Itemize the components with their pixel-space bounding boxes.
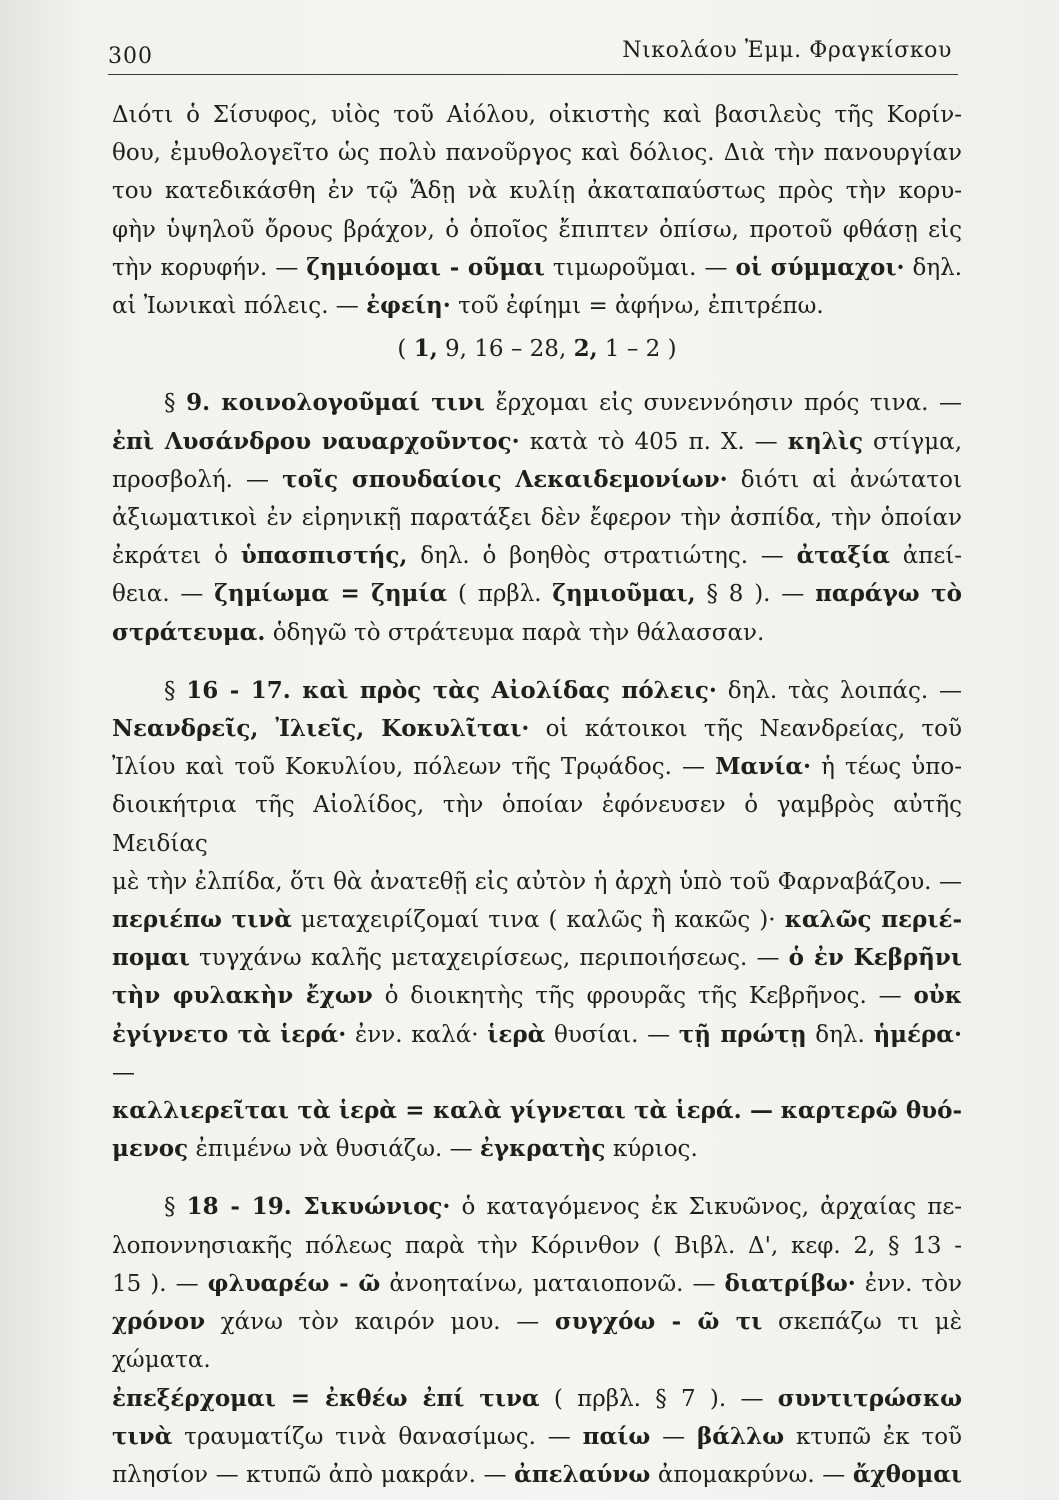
lemma: ἐγκρατὴς [479, 1135, 606, 1163]
lemma: ἡμέρα· [873, 1020, 962, 1048]
text-run: 9, 16 – 28, [445, 336, 567, 363]
text-run: τυγχάνω καλῆς μεταχειρίσεως, περιποιήσεως. — [199, 945, 780, 972]
running-head: Νικολάου Ἐμμ. Φραγκίσκου [622, 38, 952, 63]
lemma: ἐγίγνετο τὰ ἱερά· [112, 1020, 347, 1048]
text-line: μὲ τὴν ἐλπίδα, ὅτι θὰ ἀνατεθῇ εἰς αὐτὸν ἡ ἀρχὴ ὑπὸ τοῦ Φαρναβάζου. — [112, 868, 962, 895]
lemma: καλλιερεῖται τὰ ἱερὰ = καλὰ γίγνεται τὰ ἱερά. — [112, 1097, 773, 1125]
lemma: περιέπω τινὰ [112, 906, 292, 934]
text-run: καλά· [411, 1021, 479, 1048]
text-run: χάνω τὸν καιρόν μου. — [220, 1309, 540, 1336]
text-run: δηλ. ὁ βοηθὸς στρατιώτης. — [420, 543, 784, 570]
paragraph-intro [112, 96, 962, 325]
text-run: κύριος. [612, 1136, 698, 1163]
text-line [112, 423, 962, 461]
text-line: Διότι ὁ Σίσυφος, υἱὸς τοῦ Αἰόλου, οἰκιστὴς καὶ βασιλεὺς τῆς Κορίν- [112, 102, 962, 128]
lemma: παράγω τὸ [815, 580, 962, 608]
lemma: ἀταξία [796, 542, 890, 570]
text-run: ἐπιμένω νὰ θυσιάζω. — [195, 1136, 473, 1163]
lemma: κηλὶς [787, 427, 863, 455]
text-run: ἐνν. [354, 1021, 403, 1048]
lemma: συγχόω - ῶ τι [554, 1308, 763, 1336]
text-run: ὁ καταγόμενος ἐκ Σικυῶνος, ἀρχαίας πε- [461, 1194, 963, 1221]
text-line [112, 672, 962, 710]
text-run: προσβολή. — [112, 466, 270, 493]
section-heading: 18 - 19. Σικυώνιος· [186, 1193, 451, 1221]
text-run: σκεπάζω τι μὲ χώματα. [112, 1309, 963, 1374]
lemma: καλῶς περιέ- [784, 906, 963, 934]
text-line: θου, ἐμυθολογεῖτο ὡς πολὺ πανοῦργος καὶ δόλιος. Διὰ τὴν πανουργίαν [112, 140, 962, 167]
text-run: 15 ). — [112, 1270, 199, 1297]
lemma: συντιτρώσκω [777, 1384, 963, 1412]
text-run: θεια. — [112, 581, 204, 608]
lemma: διατρίβω· [724, 1269, 856, 1297]
text-line [112, 1092, 962, 1130]
lemma: ὁ ἐν Κεβρῆνι [788, 944, 962, 972]
text-run: τοῦ ἐφίημι = ἀφήνω, ἐπιτρέπω. [458, 293, 824, 320]
text-run: — [112, 1059, 135, 1086]
section-18-19 [112, 1188, 962, 1494]
lemma: ἐφείη· [366, 292, 451, 320]
text-run: ὁ διοικητὴς τῆς φρουρᾶς τῆς Κεβρῆνος. — [384, 983, 902, 1010]
lemma: καρτερῶ θυό- [780, 1097, 963, 1125]
chapter-reference [112, 330, 962, 368]
text-line [112, 249, 962, 287]
lemma: χρόνον [112, 1308, 206, 1336]
text-line [112, 1130, 962, 1168]
text-run: ἀπεί- [902, 543, 963, 570]
lemma: στράτευμα. [112, 618, 266, 646]
lemma: ζημίωμα = ζημία [214, 580, 448, 608]
lemma: ἐπεξέρχομαι = ἐκθέω ἐπί τινα [112, 1384, 540, 1412]
lemma: φλυαρέω - ῶ [207, 1269, 381, 1297]
section-sign: § [164, 677, 176, 704]
lemma: Μανία· [715, 753, 812, 781]
text-run: ἐκράτει ὁ [112, 543, 229, 570]
text-line [112, 1265, 962, 1303]
section-heading: 9. κοινολογοῦμαί τινι [186, 389, 485, 417]
text-line [112, 977, 962, 1015]
lemma: Νεανδρεῖς, Ἰλιεῖς, Κοκυλῖται· [112, 715, 530, 743]
text-line [112, 748, 962, 786]
text-run: οἱ κάτοικοι τῆς Νεανδρείας, τοῦ [545, 716, 962, 743]
text-line: διοικήτρια τῆς Αἰολίδος, τὴν ὁποίαν ἐφόνευσεν ὁ γαμβρὸς αὐτῆς Μειδίας [112, 792, 962, 857]
text-run: ( πρβλ. [458, 581, 542, 608]
text-run: θυσίαι. — [554, 1021, 671, 1048]
text-line: φὴν ὑψηλοῦ ὄρους βράχον, ὁ ὁποῖος ἔπιπτεν ὀπίσω, προτοῦ φθάσῃ εἰς [112, 216, 962, 243]
text-line [112, 614, 962, 652]
text-line: του κατεδικάσθη ἐν τῷ Ἅδῃ νὰ κυλίῃ ἀκαταπαύστως πρὸς τὴν κορυ- [112, 178, 962, 205]
book-number: 2, [573, 335, 598, 363]
text-run: κατὰ τὸ 405 π. Χ. — [529, 428, 778, 455]
lemma: τοῖς σπουδαίοις Λεκαιδεμονίων· [282, 465, 728, 493]
text-line: ἀξιωματικοὶ ἐν εἰρηνικῇ παρατάξει δὲν ἔφερον τὴν ἀσπίδα, τὴν ὁποίαν [112, 505, 962, 532]
text-run: δηλ. [912, 254, 963, 281]
page-header [108, 34, 958, 75]
lemma: ζημιοῦμαι, [552, 580, 696, 608]
text-line [112, 1456, 962, 1494]
text-line [112, 1016, 962, 1092]
text-run: § 8 ). — [706, 581, 805, 608]
text-run: αἱ Ἰωνικαὶ πόλεις. — [112, 293, 359, 320]
lemma: παίω [582, 1422, 651, 1450]
text-line [112, 939, 962, 977]
text-line [112, 901, 962, 939]
text-run: ἀπομακρύνω. — [657, 1461, 846, 1488]
text-line [112, 1380, 962, 1418]
text-run: κτυπῶ ἐκ τοῦ [796, 1423, 963, 1450]
text-run: τὸν [921, 1270, 963, 1297]
text-run: ἔρχομαι εἰς συνεννόησιν πρός τινα. — [495, 390, 963, 417]
text-run: ἀνοηταίνω, ματαιοπονῶ. — [389, 1270, 716, 1297]
lemma: τινὰ [112, 1422, 173, 1450]
text-run: δηλ. [815, 1021, 865, 1048]
text-run: ἡ τέως ὑπο- [821, 754, 962, 781]
text-run: στίγμα, [873, 428, 963, 455]
section-heading: 16 - 17. καὶ πρὸς τὰς Αἰολίδας πόλεις· [186, 676, 717, 704]
text-run: διότι αἱ ἀνώτατοι [740, 466, 963, 493]
text-run: πλησίον — κτυπῶ ἀπὸ μακράν. — [112, 1461, 507, 1488]
text-run: — [662, 1423, 686, 1450]
text-run: ( [397, 336, 407, 363]
text-run: μεταχειρίζομαί τινα ( καλῶς ἢ κακῶς )· [300, 907, 776, 934]
text-run: δηλ. τὰς λοιπάς. — [727, 677, 962, 704]
lemma: ὑπασπιστής, [240, 542, 408, 570]
text-line: λοποννησιακῆς πόλεως παρὰ τὴν Κόρινθον ( Βιβλ. Δ', κεφ. 2, § 13 - [112, 1232, 962, 1259]
lemma: ἀπελαύνω [514, 1460, 651, 1488]
text-line [112, 575, 962, 613]
lemma: οἱ σύμμαχοι· [735, 253, 905, 281]
text-run: τὴν κορυφήν. — [112, 254, 299, 281]
page-body [112, 96, 962, 1494]
lemma: μενος [112, 1135, 189, 1163]
book-number: 1, [413, 335, 438, 363]
text-line [112, 287, 962, 325]
lemma: πομαι [112, 944, 190, 972]
text-run: ἐνν. [864, 1270, 913, 1297]
text-line [112, 1188, 962, 1226]
text-line [112, 384, 962, 422]
lemma: ἐπὶ Λυσάνδρου ναυαρχοῦντος· [112, 427, 520, 455]
section-sign: § [164, 1194, 176, 1221]
page-number: 300 [108, 44, 153, 69]
text-line [112, 1418, 962, 1456]
text-run: τιμωροῦμαι. — [552, 254, 728, 281]
lemma: ζημιόομαι - οῦμαι [306, 253, 545, 281]
text-run: ( πρβλ. § 7 ). — [553, 1385, 764, 1412]
lemma: ἄχθομαι [852, 1460, 963, 1488]
text-line [112, 537, 962, 575]
text-line [112, 710, 962, 748]
section-sign: § [164, 390, 176, 417]
lemma: βάλλω [697, 1422, 785, 1450]
text-run: Ἰλίου καὶ τοῦ Κοκυλίου, πόλεων τῆς Τρῳάδος. — [112, 754, 706, 781]
text-run: τραυματίζω τινὰ θανασίμως. — [184, 1423, 571, 1450]
text-run: 1 – 2 ) [604, 336, 677, 363]
lemma: τῇ πρώτῃ [678, 1020, 807, 1048]
text-run: ὁδηγῶ τὸ στράτευμα παρὰ τὴν θάλασσαν. [272, 619, 765, 646]
text-line [112, 461, 962, 499]
lemma: οὐκ [913, 982, 962, 1010]
section-16-17 [112, 672, 962, 1169]
lemma: τὴν φυλακὴν ἔχων [112, 982, 373, 1010]
lemma: ἱερὰ [487, 1020, 546, 1048]
text-line [112, 1303, 962, 1379]
section-9 [112, 384, 962, 651]
